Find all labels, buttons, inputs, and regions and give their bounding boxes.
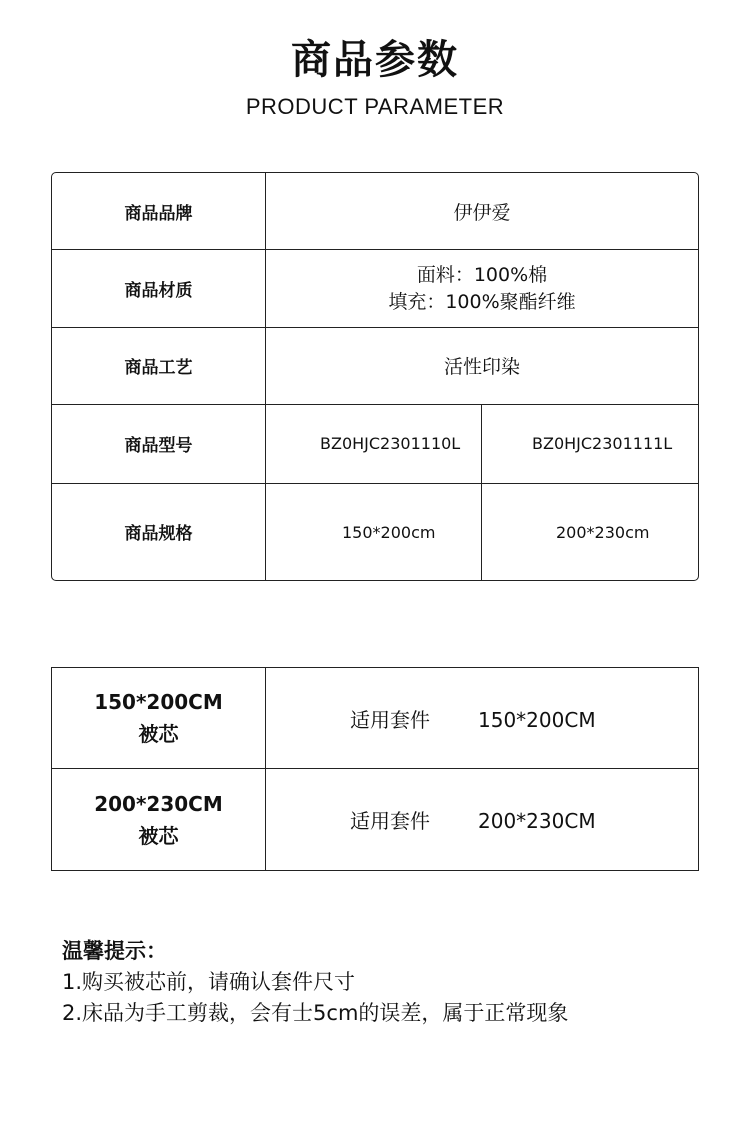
- tip-item: 2.床品为手工剪裁，会有士5cm的误差，属于正常现象: [62, 1001, 569, 1025]
- material-value: [266, 250, 698, 327]
- fit-label: 适用套件: [350, 707, 430, 732]
- duvet-type: 被芯: [138, 823, 179, 848]
- fit-size: 150*200CM: [478, 707, 596, 732]
- tips-section: [62, 936, 722, 1029]
- fit-label: 适用套件: [350, 809, 430, 833]
- duvet-size-cell: [52, 769, 266, 870]
- page-title: 商品参数: [291, 37, 459, 83]
- model-value-1: BZ0HJC2301110L: [266, 405, 482, 483]
- size-value-2: 200*230cm: [556, 523, 650, 543]
- fit-size: 200*230CM: [478, 809, 596, 833]
- product-parameter-table: [51, 172, 699, 581]
- brand-value: 伊伊爱: [266, 173, 698, 250]
- duvet-size: 200*230CM: [94, 791, 223, 816]
- table-row-model: [52, 405, 698, 483]
- craft-value: 活性印染: [266, 328, 698, 405]
- tip-item: 1.购买被芯前，请确认套件尺寸: [62, 970, 356, 994]
- duvet-type: 被芯: [138, 722, 179, 746]
- material-fabric: 面料：100%棉: [416, 263, 548, 286]
- table-row-material: [52, 250, 698, 327]
- fit-cell: [266, 668, 698, 769]
- craft-label: 商品工艺: [52, 328, 266, 405]
- fit-cell: [266, 769, 698, 870]
- model-value-2: BZ0HJC2301111L: [482, 405, 698, 483]
- material-filling: 填充：100%聚酯纤维: [388, 290, 576, 313]
- tips-title: 温馨提示：: [62, 939, 167, 963]
- size-value-1: 150*200cm: [266, 484, 482, 581]
- duvet-size: 150*200CM: [94, 690, 223, 714]
- size-label: 商品规格: [52, 484, 266, 581]
- material-label: 商品材质: [52, 250, 266, 327]
- duvet-size-cell: [52, 668, 266, 769]
- page-subtitle: PRODUCT PARAMETER: [245, 94, 505, 119]
- table-row-craft: [52, 328, 698, 405]
- table-row: [52, 769, 698, 870]
- table-row-brand: [52, 173, 698, 250]
- table-row-size: [52, 484, 698, 581]
- brand-label: 商品品牌: [52, 173, 266, 250]
- model-label: 商品型号: [52, 405, 266, 483]
- table-row: [52, 668, 698, 769]
- fit-size-table: [51, 667, 699, 871]
